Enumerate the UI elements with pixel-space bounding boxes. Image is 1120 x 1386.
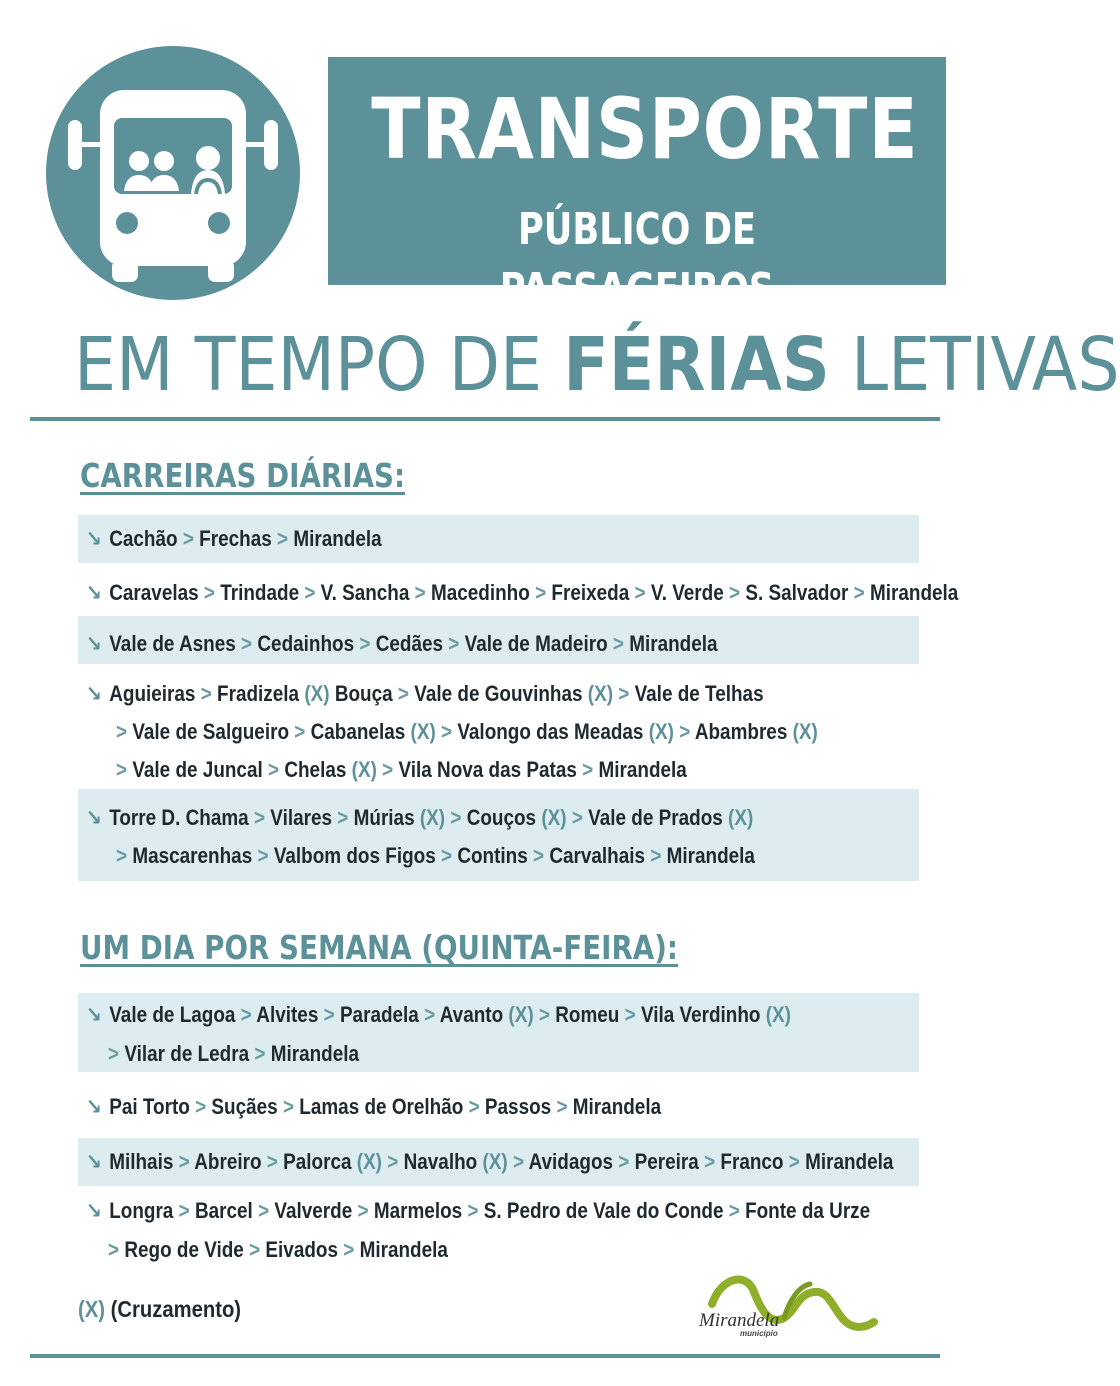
stop-name: Suçães: [211, 1094, 278, 1119]
route-line: [86, 625, 718, 663]
route-separator: >: [108, 1041, 120, 1066]
top-divider: [30, 417, 940, 421]
route-separator: >: [178, 1198, 190, 1223]
stop-name: Vale de Asnes: [109, 631, 236, 656]
crossing-marker: (X): [410, 719, 436, 744]
arrow-down-right-icon: ↘: [86, 805, 102, 830]
route-separator: >: [679, 719, 691, 744]
stop-name: Múrias: [353, 805, 415, 830]
stop-name: Alvites: [256, 1002, 319, 1027]
stop-name: Milhais: [109, 1149, 174, 1174]
stop-name: Freixeda: [551, 580, 630, 605]
stop-name: Passos: [484, 1094, 552, 1119]
stop-name: Cedainhos: [257, 631, 355, 656]
stop-name: Palorca: [283, 1149, 352, 1174]
route-row: [78, 789, 919, 881]
route-line: [108, 1035, 359, 1073]
route-line: [86, 1143, 893, 1181]
stop-name: Rego de Vide: [124, 1237, 244, 1262]
stop-name: Macedinho: [430, 580, 530, 605]
stop-name: Eivados: [265, 1237, 338, 1262]
stop-name: Navalho: [403, 1149, 478, 1174]
headline-post: LETIVAS: [829, 322, 1120, 408]
route-separator: >: [282, 1094, 295, 1119]
route-separator: >: [337, 805, 349, 830]
route-row: [78, 515, 919, 563]
crossing-marker: (X): [792, 719, 818, 744]
arrow-down-right-icon: ↘: [86, 1094, 102, 1119]
stop-name: Cachão: [109, 526, 178, 551]
route-separator: >: [200, 681, 212, 706]
route-separator: >: [387, 1149, 399, 1174]
stop-name: Mirandela: [359, 1237, 448, 1262]
route-separator: >: [441, 719, 453, 744]
route-line: [116, 751, 687, 789]
route-separator: >: [178, 1149, 190, 1174]
route-separator: >: [258, 1198, 270, 1223]
route-separator: >: [304, 580, 316, 605]
stop-name: Avanto: [439, 1002, 504, 1027]
route-separator: >: [240, 1002, 252, 1027]
route-separator: >: [612, 631, 624, 656]
route-separator: >: [556, 1094, 568, 1119]
stop-name: Vale de Prados: [588, 805, 723, 830]
crossing-marker: (X): [351, 757, 377, 782]
arrow-down-right-icon: ↘: [86, 681, 102, 706]
logo-sub: município: [740, 1329, 778, 1338]
route-separator: >: [853, 580, 865, 605]
route-line: [86, 574, 958, 612]
stop-name: S. Salvador: [745, 580, 849, 605]
route-separator: >: [116, 843, 128, 868]
route-row: [78, 666, 919, 780]
legend: [78, 1296, 241, 1323]
stop-name: Marmelos: [373, 1198, 463, 1223]
route-line: [86, 675, 764, 713]
stop-name: Fonte da Urze: [745, 1198, 871, 1223]
stop-name: Bouça: [334, 681, 393, 706]
stop-name: V. Verde: [650, 580, 724, 605]
route-separator: >: [357, 1198, 369, 1223]
stop-name: Caravelas: [109, 580, 199, 605]
route-separator: >: [359, 631, 371, 656]
route-separator: >: [538, 1002, 550, 1027]
crossing-marker: (X): [728, 805, 754, 830]
route-row: [78, 1138, 919, 1186]
route-separator: >: [424, 1002, 436, 1027]
stop-name: Couços: [466, 805, 537, 830]
route-separator: >: [571, 805, 583, 830]
route-separator: >: [450, 805, 462, 830]
stop-name: Fradizela: [217, 681, 300, 706]
stop-name: Trindade: [220, 580, 300, 605]
stop-name: Torre D. Chama: [109, 805, 249, 830]
stop-name: Contins: [457, 843, 528, 868]
page-subtitle: PÚBLICO DE PASSAGEIROS: [499, 204, 775, 315]
stop-name: Vilares: [270, 805, 333, 830]
route-separator: >: [533, 843, 545, 868]
route-separator: >: [535, 580, 547, 605]
legend-text: (Cruzamento): [110, 1296, 242, 1322]
route-separator: >: [253, 805, 266, 830]
stop-name: Pereira: [634, 1149, 699, 1174]
route-separator: >: [277, 526, 289, 551]
route-separator: >: [788, 1149, 800, 1174]
stop-name: V. Sancha: [320, 580, 410, 605]
stop-name: Barcel: [194, 1198, 253, 1223]
weekly-section-title: UM DIA POR SEMANA (QUINTA-FEIRA):: [80, 928, 679, 967]
stop-name: Vilar de Ledra: [124, 1041, 250, 1066]
crossing-marker: (X): [356, 1149, 382, 1174]
stop-name: Vale de Juncal: [132, 757, 263, 782]
crossing-marker: (X): [304, 681, 330, 706]
stop-name: Vale de Salgueiro: [132, 719, 290, 744]
title-box: [328, 57, 946, 315]
route-separator: >: [634, 580, 646, 605]
stop-name: Mirandela: [293, 526, 382, 551]
stop-name: Vila Nova das Patas: [398, 757, 577, 782]
stop-name: Vila Verdinho: [640, 1002, 761, 1027]
headline-bold: FÉRIAS: [563, 322, 830, 408]
crossing-marker: (X): [765, 1002, 791, 1027]
stop-name: Mirandela: [270, 1041, 360, 1066]
route-separator: >: [397, 681, 409, 706]
route-separator: >: [440, 843, 453, 868]
crossing-marker: (X): [419, 805, 446, 830]
route-separator: >: [108, 1237, 120, 1262]
route-separator: >: [116, 757, 128, 782]
route-separator: >: [182, 526, 194, 551]
route-separator: >: [512, 1149, 525, 1174]
route-separator: >: [414, 580, 426, 605]
route-separator: >: [323, 1002, 335, 1027]
stop-name: Cabanelas: [310, 719, 406, 744]
bus-logo-circle: [46, 46, 300, 300]
route-separator: >: [729, 580, 741, 605]
route-separator: >: [241, 631, 253, 656]
route-separator: >: [382, 757, 394, 782]
stop-name: Abreiro: [194, 1149, 262, 1174]
route-separator: >: [249, 1237, 261, 1262]
stop-name: Mirandela: [572, 1094, 662, 1119]
route-separator: >: [195, 1094, 207, 1119]
route-line: [116, 713, 818, 751]
route-separator: >: [467, 1198, 479, 1223]
stop-name: Romeu: [555, 1002, 620, 1027]
stop-name: Vale de Telhas: [634, 681, 764, 706]
stop-name: Vale de Lagoa: [109, 1002, 236, 1027]
route-line: [86, 1192, 870, 1230]
stop-name: Longra: [109, 1198, 174, 1223]
stop-name: Mascarenhas: [132, 843, 253, 868]
daily-section-title: CARREIRAS DIÁRIAS:: [80, 456, 406, 495]
bottom-divider: [30, 1354, 940, 1358]
route-row: [78, 1085, 919, 1130]
route-separator: >: [650, 843, 662, 868]
stop-name: Aguieiras: [109, 681, 196, 706]
route-separator: >: [203, 580, 215, 605]
mirandela-logo: [692, 1270, 882, 1342]
stop-name: S. Pedro de Vale do Conde: [483, 1198, 724, 1223]
route-separator: >: [728, 1198, 740, 1223]
route-line: [86, 799, 753, 837]
stop-name: Mirandela: [598, 757, 687, 782]
headline-pre: EM TEMPO DE: [74, 322, 564, 408]
arrow-down-right-icon: ↘: [86, 580, 102, 605]
route-separator: >: [624, 1002, 636, 1027]
page-title: TRANSPORTE: [371, 80, 919, 178]
route-separator: >: [266, 1149, 278, 1174]
route-separator: >: [116, 719, 128, 744]
stop-name: Paradela: [339, 1002, 419, 1027]
crossing-marker: (X): [587, 681, 613, 706]
stop-name: Franco: [720, 1149, 784, 1174]
stop-name: Vale de Gouvinhas: [414, 681, 583, 706]
stop-name: Mirandela: [629, 631, 718, 656]
stop-name: Pai Torto: [109, 1094, 190, 1119]
route-separator: >: [343, 1237, 355, 1262]
route-separator: >: [704, 1149, 716, 1174]
route-row: [78, 565, 959, 613]
arrow-down-right-icon: ↘: [86, 1198, 102, 1223]
route-separator: >: [257, 843, 269, 868]
stop-name: Mirandela: [666, 843, 755, 868]
legend-symbol: (X): [78, 1296, 105, 1322]
crossing-marker: (X): [541, 805, 567, 830]
route-separator: >: [582, 757, 594, 782]
stop-name: Abambres: [694, 719, 788, 744]
route-separator: >: [294, 719, 306, 744]
route-line: [86, 520, 382, 558]
stop-name: Valverde: [274, 1198, 353, 1223]
logo-name: Mirandela: [699, 1310, 780, 1331]
route-line: [86, 1088, 661, 1126]
route-separator: >: [618, 681, 630, 706]
stop-name: Valbom dos Figos: [273, 843, 436, 868]
route-line: [116, 837, 755, 875]
route-line: [108, 1231, 448, 1269]
headline: [74, 322, 1120, 408]
stop-name: Mirandela: [870, 580, 959, 605]
stop-name: Mirandela: [805, 1149, 894, 1174]
stop-name: Vale de Madeiro: [464, 631, 608, 656]
route-row: [78, 616, 919, 664]
arrow-down-right-icon: ↘: [86, 1002, 102, 1027]
bus-icon: [46, 46, 300, 300]
route-separator: >: [618, 1149, 630, 1174]
stop-name: Lamas de Orelhão: [299, 1094, 464, 1119]
stop-name: Cedães: [375, 631, 444, 656]
route-separator: >: [268, 757, 280, 782]
stop-name: Frechas: [199, 526, 272, 551]
route-separator: >: [448, 631, 460, 656]
arrow-down-right-icon: ↘: [86, 526, 102, 551]
stop-name: Carvalhais: [549, 843, 646, 868]
route-row: [78, 1189, 919, 1273]
crossing-marker: (X): [508, 1002, 534, 1027]
stop-name: Valongo das Meadas: [457, 719, 644, 744]
crossing-marker: (X): [648, 719, 674, 744]
stop-name: Chelas: [284, 757, 347, 782]
route-separator: >: [254, 1041, 266, 1066]
route-line: [86, 996, 791, 1034]
stop-name: Avidagos: [528, 1149, 614, 1174]
arrow-down-right-icon: ↘: [86, 631, 102, 656]
route-separator: >: [468, 1094, 480, 1119]
route-row: [78, 993, 919, 1072]
arrow-down-right-icon: ↘: [86, 1149, 102, 1174]
crossing-marker: (X): [482, 1149, 508, 1174]
